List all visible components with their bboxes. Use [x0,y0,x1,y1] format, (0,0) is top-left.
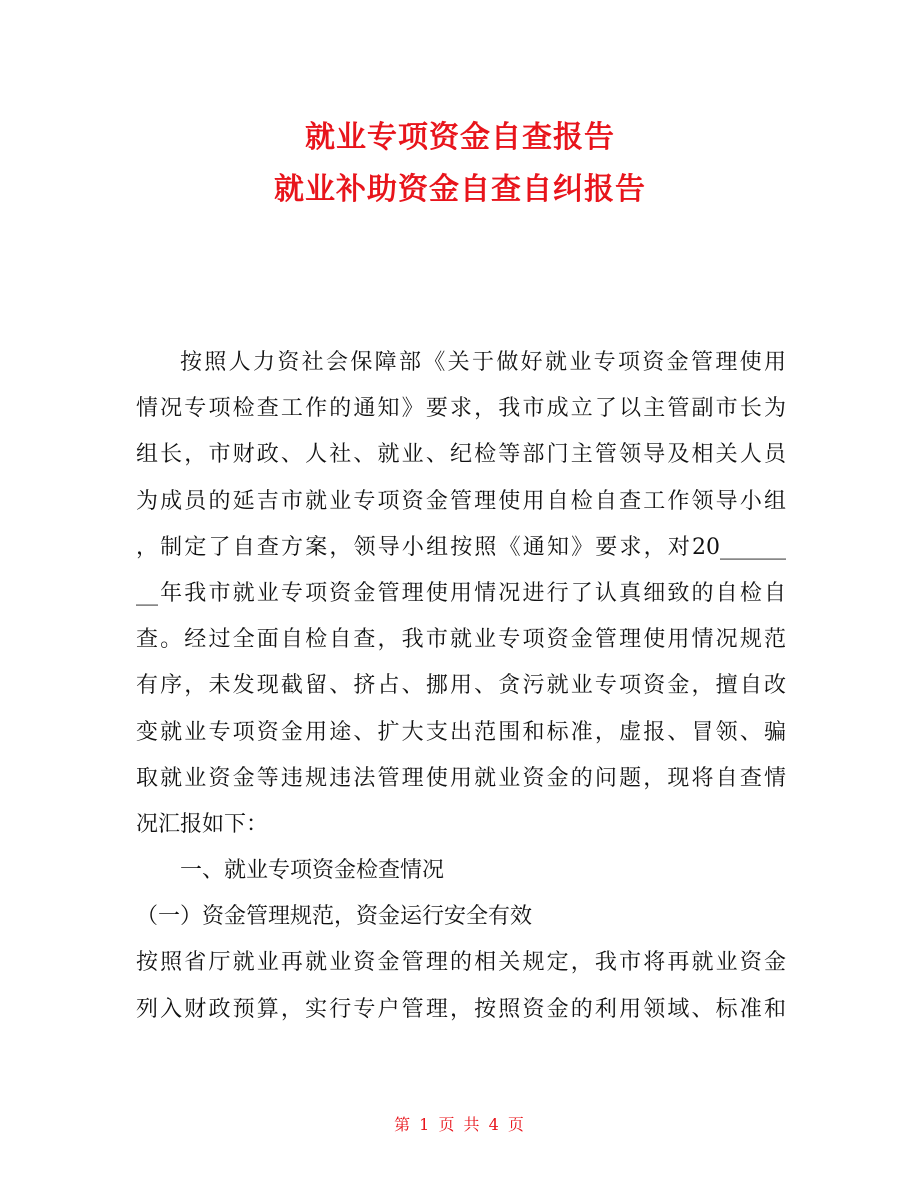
title-line-1: 就业专项资金自查报告 [305,120,615,155]
body-line: 为成员的延吉市就业专项资金管理使用自检自查工作领导小组 [136,488,786,514]
body-line: 有序，未发现截留、挤占、挪用、贪污就业专项资金，擅自改 [136,673,786,699]
section-heading: 一、就业专项资金检查情况 [180,858,445,884]
body-line: 列入财政预算，实行专户管理，按照资金的利用领域、标准和 [136,996,786,1022]
body-line: 取就业资金等违规违法管理使用就业资金的问题，现将自查情 [136,765,786,791]
body-line: 按照省厅就业再就业资金管理的相关规定，我市将再就业资金 [136,950,786,976]
body-line: 情况专项检查工作的通知》要求，我市成立了以主管副市长为 [136,396,786,422]
body-line: 查。经过全面自检自查，我市就业专项资金管理使用情况规范 [136,627,786,653]
body-line: 按照人力资社会保障部《关于做好就业专项资金管理使用 [180,350,786,375]
body-line: 组长，市财政、人社、就业、纪检等部门主管领导及相关人员 [136,442,786,468]
body-line: __年我市就业专项资金管理使用情况进行了认真细致的自检自 [136,580,786,606]
body-line: ，制定了自查方案，领导小组按照《通知》要求，对20______ [136,534,786,560]
document-body [136,340,786,1033]
document-title [0,112,920,216]
body-line: 况汇报如下： [136,811,269,837]
title-line-2: 就业补助资金自查自纠报告 [274,172,646,207]
body-line: 变就业专项资金用途、扩大支出范围和标准，虚报、冒领、骗 [136,719,786,745]
subsection-heading: （一）资金管理规范，资金运行安全有效 [136,904,533,930]
page-footer: 第 1 页 共 4 页 [394,1115,526,1134]
